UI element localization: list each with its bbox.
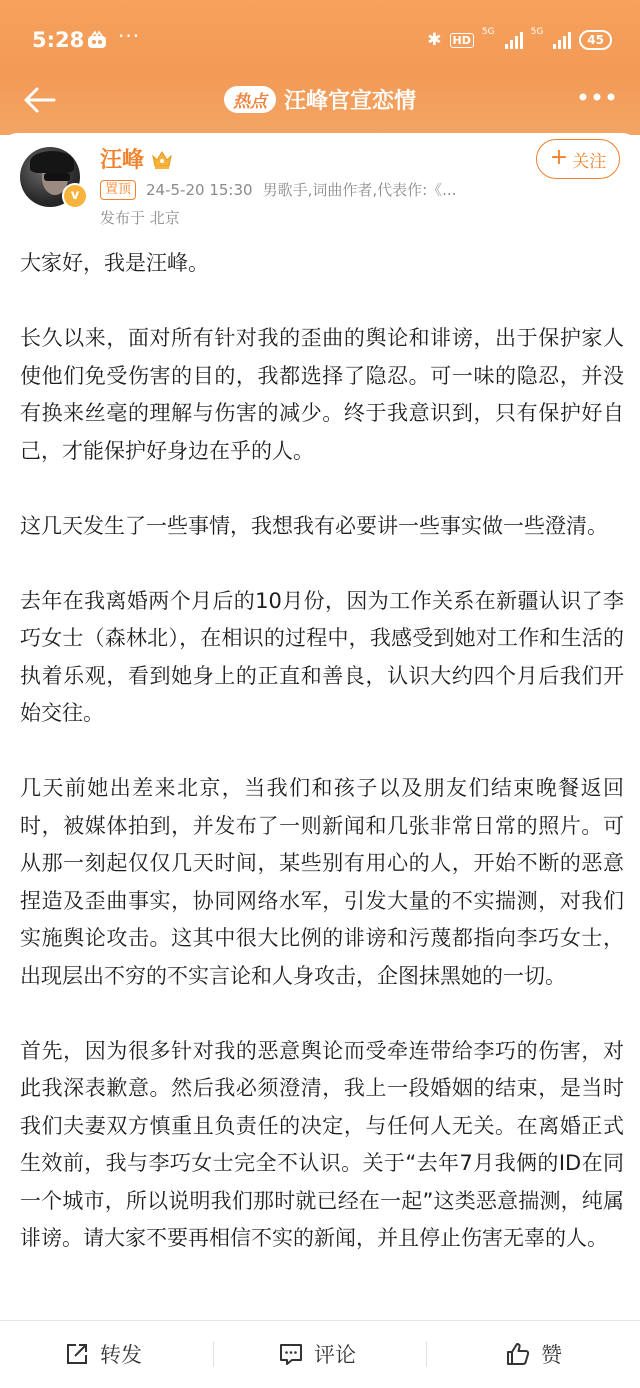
hot-badge: 热点 [224, 86, 276, 113]
author-row [100, 143, 174, 174]
nav-title-group[interactable] [0, 84, 640, 115]
follow-label: 关注 [572, 151, 607, 172]
post-paragraph: 大家好，我是汪峰。 [20, 251, 209, 275]
signal-icon-2 [553, 31, 571, 49]
post-date: 24-5-20 15:30 [146, 180, 253, 199]
thumbs-up-icon [505, 1341, 531, 1367]
post-paragraph: 去年在我离婚两个月后的10月份，因为工作关系在新疆认识了李巧女士（森林北），在相识的过程中，我感受到她对工作和生活的执着乐观，看到她身上的正直和善良，认识大约四个月后我们开始交往。 [20, 588, 624, 725]
more-options-icon[interactable] [578, 92, 616, 102]
comment-button[interactable] [278, 1339, 356, 1369]
author-bio: 男歌手,词曲作者,代表作:《... [262, 181, 457, 199]
network-label-1: 5G [481, 27, 495, 37]
action-bar [0, 1320, 640, 1388]
network-label-2: 5G [530, 27, 544, 37]
avatar-glasses [44, 173, 70, 181]
action-divider [426, 1341, 427, 1367]
post-card [0, 133, 640, 1317]
post-paragraph: 首先，因为很多针对我的恶意舆论而受牵连带给李巧的伤害，对此我深表歉意。然后我必须澄清，我上一段婚姻的结束，是当时我们夫妻双方慎重且负责任的决定，与任何人无关。在离婚正式生效前，我与李巧女士完全不认识。关于“去年7月我俩的ID在同一个城市，所以说明我们那时就已经在一起”这类恶意揣测，纯属诽谤。请大家不要再相信不实的新闻，并且停止伤害无辜的人。 [20, 1038, 624, 1250]
like-label: 赞 [541, 1343, 562, 1367]
bluetooth-icon: ✱ [427, 30, 442, 50]
post-meta [100, 179, 456, 200]
status-right-group [427, 28, 612, 52]
author-name[interactable]: 汪峰 [100, 148, 145, 173]
verified-badge-icon: v [62, 183, 88, 209]
battery-indicator: 45 [579, 30, 612, 50]
comment-label: 评论 [314, 1343, 356, 1367]
like-button[interactable] [505, 1339, 562, 1369]
page-title: 汪峰官宣恋情 [283, 89, 416, 114]
app-notification-icon [86, 30, 108, 50]
post-body [20, 245, 624, 1258]
comment-icon [278, 1341, 304, 1367]
post-paragraph: 这几天发生了一些事情，我想我有必要讲一些事实做一些澄清。 [20, 513, 608, 538]
crown-icon [150, 148, 174, 170]
post-paragraph: 几天前她出差来北京，当我们和孩子以及朋友们结束晚餐返回时，被媒体拍到，并发布了一则新闻和几张非常日常的照片。可从那一刻起仅仅几天时间，某些别有用心的人，开始不断的恶意捏造及歪曲事实，协同网络水军，引发大量的不实揣测，对我们实施舆论攻击。这其中很大比例的诽谤和污蔑都指向李巧女士，出现层出不穷的不实言论和人身攻击，企图抹黑她的一切。 [20, 776, 624, 988]
repost-label: 转发 [100, 1343, 142, 1367]
nav-bar [0, 72, 640, 128]
plus-icon: + [549, 145, 569, 170]
header-background [0, 0, 640, 135]
action-divider [213, 1341, 214, 1367]
repost-button[interactable] [64, 1339, 142, 1369]
follow-button[interactable] [536, 139, 620, 179]
avatar-hair [30, 151, 74, 173]
signal-icon-1 [505, 31, 523, 49]
pinned-tag: 置顶 [100, 180, 136, 200]
status-more-icon: ··· [118, 24, 141, 48]
repost-icon [64, 1341, 90, 1367]
post-location: 发布于 北京 [100, 209, 180, 227]
status-bar [0, 0, 640, 70]
status-time: 5:28 [32, 28, 85, 52]
hd-badge: HD [450, 33, 474, 48]
post-paragraph: 长久以来，面对所有针对我的歪曲的舆论和诽谤，出于保护家人使他们免受伤害的目的，我都选择了隐忍。可一味的隐忍，并没有换来丝毫的理解与伤害的减少。终于我意识到，只有保护好自己，才能保护好身边在乎的人。 [20, 326, 624, 463]
